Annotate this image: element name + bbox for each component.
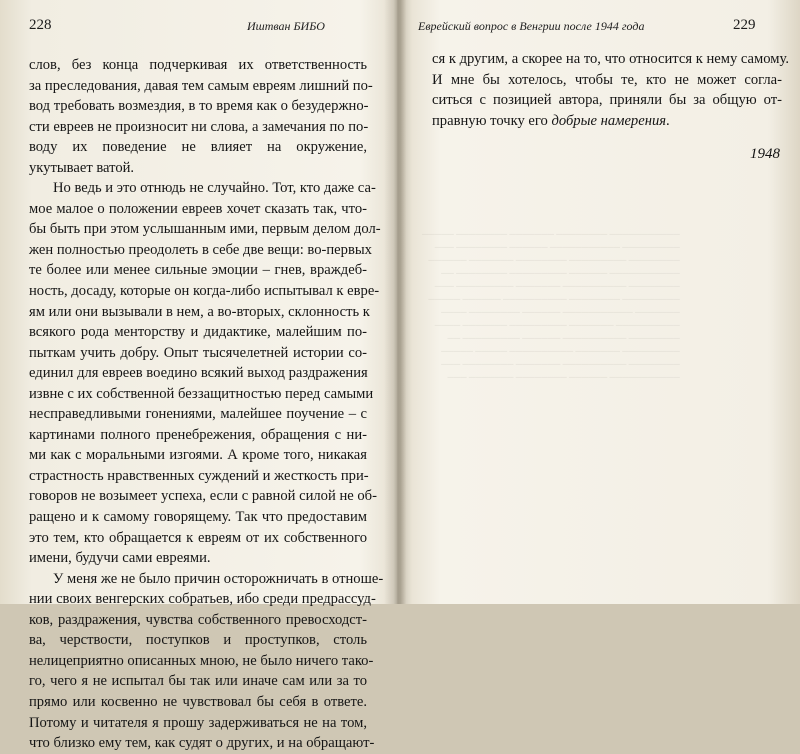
- running-head-left: Иштван БИБО: [247, 19, 325, 33]
- text-line: ва, черствости, поступков и проступков, столь: [29, 632, 367, 649]
- text-line: вод требовать возмездия, в то время как о безудержно-: [29, 98, 369, 115]
- text-line: слов, без конца подчеркивая их ответственность: [29, 57, 367, 73]
- left-page-text: [29, 55, 384, 754]
- date-signature: 1948: [750, 146, 780, 163]
- text-line: всякого рода менторству и дидактике, малейшим по-: [29, 324, 367, 341]
- text-line: ращено и к самому говорящему. Так что предоставим: [29, 509, 367, 526]
- text-line: И мне бы хотелось, чтобы те, кто не может согла-: [432, 71, 782, 88]
- text-line: го, чего я не испытал бы так или иначе сам или за то: [29, 673, 367, 690]
- text-line: ситься с позицией автора, приняли бы за общую от-: [432, 92, 782, 109]
- text-line: ми как с моральными изгоями. А кроме того, никакая: [29, 447, 367, 464]
- sentence-end: .: [666, 112, 670, 129]
- text-line: несправедливыми гонениями, малейшее поучение – с: [29, 406, 367, 423]
- text-line: единил для евреев воедино всякий выход раздражения: [29, 365, 368, 382]
- text-line: мое малое о положении евреев хочет сказать так, что-: [29, 200, 367, 217]
- paragraph-start-line: Но ведь и это отнюдь не случайно. Тот, кто даже са-: [53, 180, 376, 197]
- text-line: ность, досаду, которые он когда-либо испытывал к евре-: [29, 283, 380, 300]
- text-line: извне с их собственной беззащитностью перед самыми: [29, 385, 374, 402]
- text-line: укутывает ватой.: [29, 159, 135, 176]
- text-line: прямо или косвенно не чувствовал бы себя в ответе.: [29, 693, 367, 710]
- text-line: это тем, кто обращается к евреям от их собственного: [29, 529, 367, 546]
- text-line: имени, будучи сами евреями.: [29, 550, 211, 567]
- text-line: что близко ему тем, как судят о других, и на обращают-: [29, 735, 375, 752]
- emphasized-phrase: добрые намерения: [551, 112, 667, 129]
- text-line: жен полностью преодолеть в себе две вещи: во-первых: [29, 241, 372, 258]
- right-page: [404, 0, 800, 604]
- text-line-final: [432, 111, 782, 132]
- running-head-right: Еврейский вопрос в Венгрии после 1944 года: [418, 19, 645, 33]
- text-line: бы быть при этом услышанным ими, первым делом дол-: [29, 221, 381, 238]
- text-line: картинами полного пренебрежения, обращения с ни-: [29, 426, 367, 443]
- right-page-text: [432, 49, 790, 165]
- text-line: воду их поведение не влияет на окружение,: [29, 139, 367, 156]
- text-line: Потому и читателя я прошу задерживаться не на том,: [29, 714, 367, 731]
- text-line: ся к другим, а скорее на то, что относится к нему самому.: [432, 51, 790, 67]
- text-line: страстность нравственных суждений и жесткость при-: [29, 467, 369, 484]
- page-number-right: 229: [733, 17, 756, 33]
- page-number-left: 228: [29, 17, 52, 33]
- text-line: сти евреев не произносит ни слова, а замечания по по-: [29, 118, 369, 135]
- text-line: за преследования, давая тем самым евреям лишний по-: [29, 77, 373, 94]
- text-line: пыткам учить добру. Опыт тысячелетней истории со-: [29, 344, 367, 361]
- text-line: нелицеприятно описанных мною, не было ничего тако-: [29, 652, 374, 669]
- text-line: те более или менее сильные эмоции – гнев, враждеб-: [29, 262, 367, 279]
- text-fragment: правную точку его: [432, 112, 548, 129]
- left-page: [0, 0, 396, 752]
- paragraph-start-line: У меня же не было причин осторожничать в отноше-: [53, 570, 384, 587]
- text-line: нии своих венгерских собратьев, ибо среди предрассуд-: [29, 591, 376, 608]
- text-line: говоров не возымеет успеха, если с равной силой не об-: [29, 488, 377, 505]
- text-line: ям или они вызывали в нем, а во-вторых, склонность к: [29, 303, 370, 320]
- show-through-texture: ─────────── ──────── ─────── ──────── ───── ───────── ─────────── ────── ──────── ─── ──────── ───────── ──────── ─────── ────── ─────────── ────── ───────── ──────── ── ──────── ────────── ─────── ───────── ─── ───────── ──────── ────────── ────── ───── ─────── ─────────── ────── ──────── ──── ────────── ─────── ───────── ─────── ──── ──────── ────────── ────── ───────── ── ───────── ─────── ────────── ───── ───── ──────── ────────── ─────── ──────── ─── ─────────── ────── ──────── ─────── ───: [422, 229, 680, 382]
- text-line: ков, раздражения, чувства собственного превосходст-: [29, 611, 367, 628]
